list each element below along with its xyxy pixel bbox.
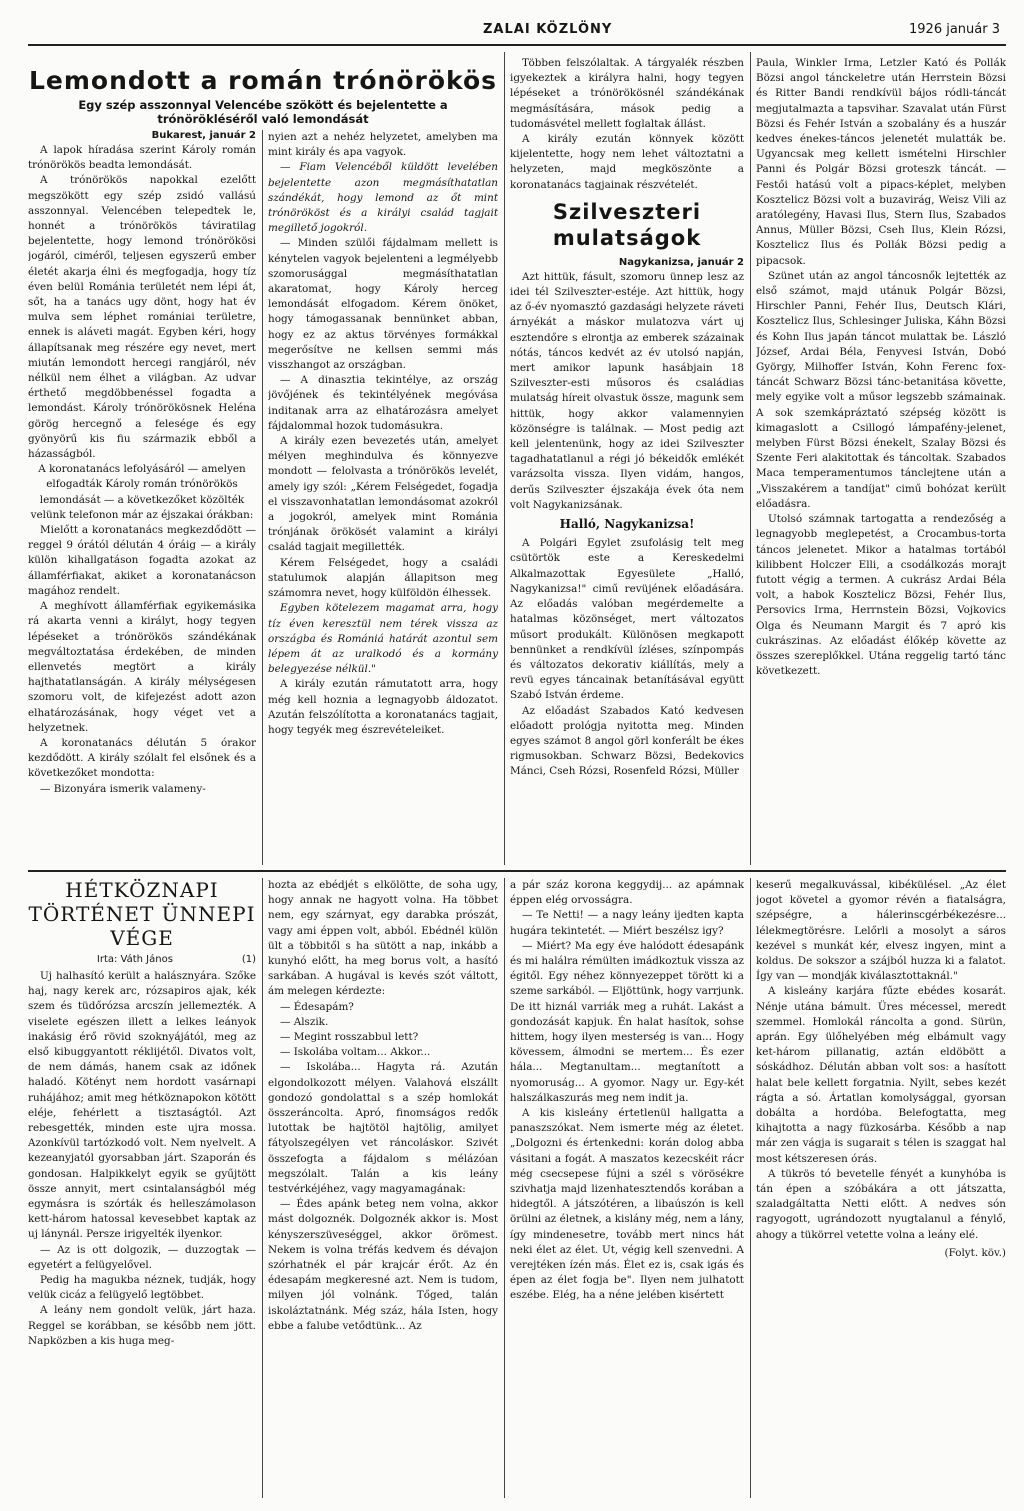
- masthead: [28, 18, 1006, 46]
- column-rule: [750, 52, 751, 865]
- paragraph: — Iskolába voltam... Akkor...: [280, 1046, 431, 1059]
- paragraph: — A dinasztia tekintélye, az ország jövőjének és tekintélyének megóvása inditanak arra az elhatározásra amelyet fájdalommal hozok tudomásukra.: [268, 374, 498, 432]
- dateline-bukarest: Bukarest, január 2: [151, 130, 256, 141]
- column-rule: [504, 878, 505, 1498]
- section-divider: [28, 870, 1006, 872]
- author-byline: Irta: Váth János: [96, 954, 173, 965]
- article-trono-header: [28, 66, 498, 132]
- column-3-top: [510, 56, 744, 865]
- column-rule: [504, 52, 505, 865]
- paragraph: — Iskolába... Hagyta rá. Azután elgondolkozott mélyen. Valahová elszállt gondozó gondolattal s a szép homlokát összeráncolta. Apró, finomságos redők lutottak be hajtötöl hajtölig, amilyet fátyolszegélyen vet ráncoláskor. Szivét összefogta a fájdalom s mélázóan megszólalt. Talán a kis leány testvérkéjéhez, vagy magyamagának:: [268, 1061, 498, 1196]
- paragraph: A koronatanács délután 5 órakor kezdődött. A király szólalt fel elsőnek és a következőket mondotta:: [28, 736, 256, 780]
- article3-column-1: [28, 878, 256, 1498]
- paragraph: — Minden szülői fájdalmam mellett is kénytelen vagyok bejelenteni a legmélyebb szomorusággal megmásíthatatlan akaratomat, hogy Károly herceg lemondását elfogadom. Kérem önöket, hogy támogassanak bennünket abban, hogy ez az aktus törvényes formákkal megerősítve ne kellsen semmi más visszhangot az országban.: [268, 237, 498, 372]
- column-rule: [262, 878, 263, 1498]
- paragraph: A lapok híradása szerint Károly román trónörökös beadta lemondását.: [28, 144, 256, 172]
- paragraph: nyien azt a nehéz helyzetet, amelyben ma mint király és apa vagyok.: [268, 131, 498, 159]
- paragraph: Többen felszólaltak. A tárgyalék részben igyekeztek a királyra halni, hogy tegyen lépéseket a trónörökösnél szándékának megmásítására, mások pedig a tudomásvétel mellett foglaltak állást.: [510, 57, 744, 130]
- paragraph: Egyben kötelezem magamat arra, hogy tíz éven keresztül nem térek vissza az országba és Romániá határát azontul sem lépem át az uralkodó és a kormány belegyezése nélkül.": [268, 602, 498, 676]
- paragraph: A tükrös tó bevetelle fényét a kunyhóba is tán épen a szóbákára a ott játszatta, szaladgáltatta Netti előtt. A nedves són ragyogott, ugrándozott nyugtalanul a fénylő, ahogy a tükörrel vetette volna a leány elé.: [756, 1167, 1006, 1241]
- paragraph: Kérem Felségedet, hogy a családi statulumok alapján állapitson meg számomra nevet, hogy külföldön élhessek.: [268, 556, 498, 600]
- paragraph: A leány nem gondolt velük, járt haza. Reggel se korábban, se később nem jött. Napközben a kis huga meg-: [28, 1304, 256, 1347]
- paragraph: Szünet után az angol táncosnők lejtették az első számot, majd utánuk Polgár Bözsi, Hirschler Panni, Fehér Ilus, Deutsch Klári, Kosztelicz Ilus, Schlesinger Juliska, Káhn Bözsi és Kohn Ilus japán táncot mulattak be. László József, Ardai Béla, Fenyvesi István, Dobó György, Milhoffer István, Kohn Ferenc fox-táncát Schwarz Bözsi tánc-betanitása követte, mely egyike volt a műsor legszebb számainak. A sok szemkápráztató szépség között is kimagaslott a Csillogó lámpafény-jelenet, melyben Fürst Bözsi énekelt, Szalay Bözsi és Szente Feri alakitottak és táncoltak. Szabados Maca temperamentumos tánclejtene után a „Visszakérem a tandíjat" cimű bohózat került előadásra.: [756, 269, 1006, 510]
- column-4-top: [756, 56, 1006, 865]
- paragraph: — Alszik.: [280, 1015, 329, 1028]
- issue-date: 1926 január 3: [909, 22, 1000, 37]
- paragraph: A koronatanács lefolyásáról — amelyen elfogadták Károly román trónörökös lemondását — a következőket közölték velünk telefonon már az éjszakai órákban:: [30, 463, 254, 521]
- article3-column-4: [756, 878, 1006, 1498]
- installment-number: (1): [241, 954, 256, 965]
- paragraph: A király ezután rámutatott arra, hogy még kell hoznia a legnagyobb áldozatot. Azután felszólította a koronatanács tagjait, hogy tegyék meg észrevételeiket.: [268, 678, 498, 736]
- paragraph: — Fiam Velencéből küldött levelében bejelentette azon megmásíthatatlan szándékát, hogy lemond az őt mint trónörököst és a királyi család tagjait megillető jogokról.: [268, 161, 498, 235]
- paragraph: — Te Netti! — a nagy leány ijedten kapta hugára tekintetét. — Miért beszélsz igy?: [510, 909, 744, 937]
- subhead-lemondott: Egy szép asszonnyal Velencébe szökött és bejelentette a trónörökléséről való lemondását: [78, 98, 448, 126]
- to-be-continued-note: (Folyt. köv.): [944, 1246, 1006, 1259]
- paragraph: — Az is ott dolgozik, — duzzogtak — egyetért a felügyelővel.: [28, 1243, 256, 1271]
- paragraph: — Miért? Ma egy éve halódott édesapánk és mi halálra rémülten imádkoztuk vissza az égitől. Egy néhez könnyezeppet törött ki a szeme sarkából. — Eljöttünk, hogy varrjunk. De itt hiznál varriák meg a ruhát. Lakást a gondozását kapjuk. Én halat hasítok, sohse hittem, hogy ilyen mesterség is van... Hogy kövessem, álmodni se mertem... És ezer hála... Megtanultam... megtanított a nyomoruság... A gyomor. Nagy ur. Egy-két halszálkaszurás meg nem indit ja.: [510, 939, 744, 1104]
- paragraph: A kisleány karjára fűzte ebédes kosarát. Nénje utána bámult. Üres mécessel, meredt szemmel. Homlokál ráncolta a gond. Sürün, aprán. Egy ülőhelyében még elbámult vagy ket-három pillanatig, aztán eldöbött a sóskádhoz. Délután abban volt sos: a hasított halat bele kellett forgatnia. Nyilt, sebes kezét rágta a só. Ártatlan komolysággal, gyorsan dobálta a hordóba. Belefogtatta, meg kihajtotta a nagy füzkosárba. Később a nap már zen vágja is sugarait s télen is szaggat hal most kétszeresen órás.: [756, 985, 1006, 1165]
- subheading-hallo: Halló, Nagykanizsa!: [559, 517, 695, 532]
- article1-column-2: [268, 130, 498, 865]
- headline-hetkoznapi: HÉTKÖZNAPI TÖRTÉNET ÜNNEPI VÉGE: [28, 878, 256, 950]
- paragraph: — Édesapám?: [280, 1000, 354, 1013]
- paragraph: A trónörökös napokkal ezelőtt megszökött egy szép zsidó vallású asszonnyal. Velencében telepedtek le, honnét a trónörökös táviratilag bejelentette, hogy lemond trónörökösi jogáról, ciméről, teljesen egyszerű ember életét akarja élni és megfogadja, hogy tíz éven belül Románia területét nem lépi át, sőt, ha a tanács ugy dönt, hogy hat év mulva sem léphet romániai területre, ennek is aláveti magát. Egyben kéri, hogy állapítsanak meg részére egy nevet, mert miután lemondott hercegi rangjáról, név nélkül nem élhet a világban. Az udvar érthető megdöbbenéssel fogadta a lemondást. Károly trónörökösnek Heléna görög hercegnő a felesége és egy gyönyörű kis fiu származik ebből a házasságból.: [28, 174, 256, 461]
- paragraph: a pár száz korona keggydij... az apámnak éppen elég orvosságra.: [510, 879, 744, 907]
- article1-column-1: [28, 130, 256, 865]
- paragraph: Mielőtt a koronatanács megkezdődött — reggel 9 órától délután 4 óráig — a király külön kihallgatáson fogadta azokat az államférfiakat, akiket a koronatanácson magához rendelt.: [28, 524, 256, 597]
- paragraph: — Megint rosszabbul lett?: [280, 1031, 419, 1044]
- dateline-nagykanizsa: Nagykanizsa, január 2: [618, 256, 744, 268]
- paragraph: Paula, Winkler Irma, Letzler Kató és Pollák Bözsi angol tánckeletre után Herrstein Bözsi és Ritter Bandi rendkívül bájos ródli-táncát megjutalmazta a tapsvihar. Szavalat után Fürst Bözsi és Fehér István a szobalány és a huszár kedves énekes-táncos jelenetét mulatták be. Ugyancsak meg kellett ismételni Hirschler Panni és Polgár Bözsi groteszk táncát. — Festői hatású volt a pipacs-képlet, melyben Kosztelicz Bözsi volt a buzavirág, Weisz Vili az aratólegény, Havasi Ilus, Stern Ilus, Szabados Annus, Müller Bözsi, Cseh Ilus, Klein Rózsi, Kosztelicz Ilus és Pollák Bözsi pedig a pipacsok.: [756, 57, 1006, 267]
- byline: [28, 954, 256, 965]
- paragraph: A meghívott államférfiak egyikemásika rá akarta venni a királyt, hogy tegyen lépéseket a trónörökös szándékának megváltoztatása érdekében, de minden ellenvetés megtört a király hajthatatlanságán. A király mélységesen szomoru volt, de kifejezést adott azon elhatározásának, hogy véget vet a helyzetnek.: [28, 600, 256, 734]
- column-rule: [750, 878, 751, 1498]
- paragraph: hozta az ebédjét s elkölötte, de soha ugy, hogy annak ne hagyott volna. Ha többet nem, egy szárnyat, egy darabka prószát, vagy ami éppen volt, abból. Ebédnél külön ült a többitől s ha sütött a nap, inkább a kunyhó előtt, ha meg borus volt, a hasító sarkában. A hugával is kevés szót váltott, ám melegen kérdezte:: [268, 879, 498, 998]
- paragraph: A király ezután könnyek között kijelentette, hogy nem lehet változtatni a helyzeten, majd megköszönte a koronatanács tagjainak részvételét.: [510, 133, 744, 191]
- headline-lemondott: Lemondott a román trónörökös: [28, 66, 498, 95]
- paragraph: Uj halhasító került a halásznyára. Szőke haj, nagy kerek arc, rózsapiros ajak, kék szem és tüdőrózsa arcszín jellemezték. A viselete egészen illett a lelkes leányok inakásig érő rövid szoknyájától, meg az első kibuggyantott réklijétől. Divatos volt, de nem dámás, hanem csak az időnek haladó. Kötényt nem hordott vasárnapi ruhájához; amit meg hétköznapokon kötött eléje, fehérlett a tisztaságtól. Azt rebesgették, minden este ujra mossa. Azonkívül tartózkodó volt. Nem nyelvelt. A kezeanyjatól gyorsabban járt. Szaporán és gondosan. Halpikkelyt egyik se gyűjtött össze annyit, mert csintalanságból még egymásra is szórták és helleszámolason kett-három hatossal kevesebbet kaptak az uj lánynál. Persze irigyelték ilyenkor.: [28, 970, 256, 1241]
- paragraph: keserű megalkuvással, kibékülésel. „Az élet jogot követel a gyomor révén a fiatalságra, szépségre, a hálerinscgérbékezésre... lélekmegtörésre. Lelőrli a mosolyt a sáros kezével s munkát kér, elvesz ingyen, mint a koldus. De sokszor a szájból huzza ki a falatot. Így van — mondják kiválasztottaknál.": [756, 879, 1006, 983]
- article3-column-3: [510, 878, 744, 1498]
- column-rule: [262, 130, 263, 865]
- paragraph: A Polgári Egylet zsufolásig telt meg csütörtök este a Kereskedelmi Alkalmazottak Egyesülete „Halló, Nagykanizsa!" cimű revüjének előadására. Az előadás valóban megérdemelte a hatalmas közönséget, mert változatos műsort produkált. Különösen megkapott bennünket a rendkívül ízléses, színpompás és változatos dekorativ kiállítás, mely a revü egyes táncainak betanításával együtt Szabó István érdeme.: [510, 537, 744, 702]
- newspaper-title: ZALAI KÖZLÖNY: [483, 22, 613, 37]
- paragraph: Utolsó számnak tartogatta a rendezőség a legnagyobb meglepetést, a Crocambus-torta táncos jelenetet. Mikor a hatalmas tortából kilibbent Holczer Elli, a csodálkozás morajt futott végig a termen. A cukrász Ardai Béla volt, a habok Kosztelicz Bözsi, Fehér Ilus, Persovics Irma, Herrnstein Bözsi, Vojkovics Olga és Neumann Margit és 7 apró kis cukrászinas. Az előadást élőkép követte az összes szereplőkkel. Utána reggelig tartó tánc következett.: [756, 513, 1006, 678]
- headline-szilveszteri: Szilveszteri mulatságok: [552, 199, 702, 250]
- paragraph: Az előadást Szabados Kató kedvesen előadott prológja nyitotta meg. Minden egyes számot 8 angol görl konferált be ékes rigmusokban. Schwarz Bözsi, Bedekovics Mánci, Cseh Rózsi, Rosenfeld Rózsi, Müller: [510, 704, 744, 778]
- paragraph: — Édes apánk beteg nem volna, akkor mást dolgoznék. Dolgoznék akkor is. Most kényszerszüveséggel, akkor örömest. Nekem is volna tréfás kedvem és dévajon szórhatnék el pár krajcár érőt. Az én édesapám megkeresné azt. Nem is tudom, milyen jól volnánk. Tőged, talán iskoláztatnánk. Még száz, hála Isten, hogy ebbe a falube vetődtünk... Az: [268, 1198, 498, 1332]
- paragraph: A kis kisleány értetlenül hallgatta a panaszszókat. Nem ismerte még az életet. „Dolgozni és értenkedni: korán dolog abba vásitani a fogát. A maszatos kezecskéit rácr még csecsepese fújni a szél s vörösékre szivhatja majd lizenhatesztendős korában a hidegtől. A játszótéren, a libaúszón is kell örülni az életnek, a kislány még, nem a lány, így mindenesetre, tovább mert nincs hát neki élet az élet. Ut, végig kell szenvedni. A verejtéken ízén más. Élet ez is, csak igás és épen az élet fogja be". Ilyen nem julhatott eszébe. Elég, ha a néne jelében kisértett: [510, 1107, 744, 1302]
- paragraph: A király ezen bevezetés után, amelyet mélyen meghindulva és könnyezve mondott — felolvasta a trónörökös levelét, amely igy szól: „Kérem Felségedet, fogadja el visszavonhatatlan lemondásomat azokról a jogokról, amelyek mint Románia trónjának örökösét valamint a királyi család tagjait megillették.: [268, 435, 498, 554]
- paragraph: Azt hittük, fásult, szomoru ünnep lesz az idei tél Szilveszter-estéje. Azt hittük, hogy az ő-év nyomasztó gazdasági helyzete ráveti árnyékát a máskor mulatozva várt uj esztendőre s elrontja az emberek százainak nótás, táncos kedvét az év utolsó napján, mert amikor lapunk hasábjain 18 Szilveszter-esti műsoros és családias mulatság híreit olvastuk össze, magunk sem hittük, hogy akkor valamennyien közönségre is találnak. — Most pedig azt kell jelentenünk, hogy az idei Szilveszter tagadhatatlanul a régi jó békeidők emlékét varázsolta vissza. Ilyen vidám, hangos, derűs Szilveszter éjszakája évek óta nem volt Nagykanizsának.: [510, 270, 744, 511]
- paragraph: — Bizonyára ismerik valameny-: [40, 782, 206, 795]
- paragraph: Pedig ha magukba néznek, tudják, hogy velük cicáz a felügyelő legtöbbet.: [28, 1274, 256, 1302]
- article3-column-2: [268, 878, 498, 1498]
